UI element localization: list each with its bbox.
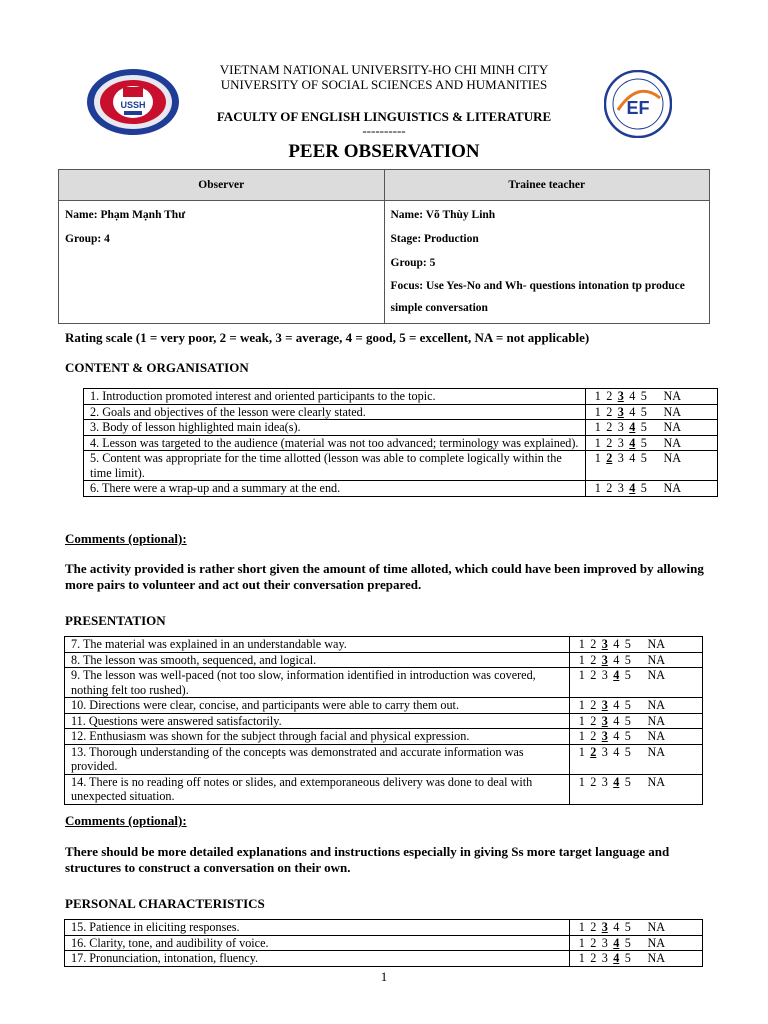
- trainee-group: Group: 5: [390, 257, 436, 269]
- table-row: [65, 652, 703, 668]
- observer-trainee-table: [58, 169, 710, 324]
- criterion-text: 7. The material was explained in an understandable way.: [65, 637, 570, 653]
- rating-scale-cell: [586, 389, 718, 405]
- criterion-text: 17. Pronunciation, intonation, fluency.: [65, 951, 570, 967]
- selected-rating: 3: [601, 729, 608, 743]
- rating-option: 5: [624, 920, 631, 934]
- rating-option: 1: [578, 637, 585, 651]
- rating-option: 5: [640, 389, 647, 403]
- comment-2-text: There should be more detailed explanations and instructions especially in giving Ss more target language and structures to construct a conversation on their own.: [65, 844, 670, 875]
- rating-scale-cell: [570, 920, 703, 936]
- rating-option: 4: [613, 652, 620, 667]
- criterion-text: 6. There were a wrap-up and a summary at the end.: [84, 481, 586, 497]
- rating-scale-cell: [570, 652, 703, 668]
- criterion-text: 4. Lesson was targeted to the audience (material was not too advanced; terminology was explained).: [84, 435, 586, 451]
- table-row: [84, 451, 718, 481]
- selected-rating: 3: [601, 698, 608, 712]
- content-items-table: [83, 388, 718, 497]
- table-row: [65, 637, 703, 653]
- selected-rating: 3: [617, 404, 624, 419]
- rating-option: 4: [613, 920, 620, 934]
- rating-na: NA: [663, 389, 682, 403]
- rating-scale-cell: [570, 713, 703, 729]
- rating-scale-cell: [586, 404, 718, 420]
- trainee-stage: Stage: Production: [390, 233, 479, 245]
- selected-rating: 3: [601, 920, 608, 934]
- selected-rating: 4: [629, 435, 636, 450]
- rating-option: 5: [624, 637, 631, 651]
- rating-scale-cell: [570, 774, 703, 804]
- rating-na: NA: [647, 698, 666, 712]
- rating-na: NA: [663, 481, 682, 495]
- criterion-text: 3. Body of lesson highlighted main idea(s).: [84, 420, 586, 436]
- rating-option: 3: [601, 774, 608, 789]
- comments-label-1: Comments (optional):: [65, 531, 187, 546]
- rating-option: 2: [590, 951, 597, 965]
- rating-option: 1: [578, 698, 585, 712]
- table-row: [84, 420, 718, 436]
- criterion-text: 1. Introduction promoted interest and oriented participants to the topic.: [84, 389, 586, 405]
- rating-na: NA: [647, 920, 666, 934]
- rating-option: 2: [606, 435, 613, 450]
- rating-option: 1: [578, 774, 585, 789]
- observer-group: Group: 4: [65, 233, 110, 245]
- ef-logo-text: EF: [626, 98, 650, 118]
- trainee-focus: Focus: Use Yes-No and Wh- questions intonation tp produce simple conversation: [390, 280, 685, 314]
- rating-option: 1: [594, 404, 601, 419]
- rating-na: NA: [647, 652, 666, 667]
- rating-option: 4: [613, 744, 620, 759]
- table-row: [65, 920, 703, 936]
- rating-option: 1: [578, 744, 585, 759]
- rating-option: 5: [624, 652, 631, 667]
- rating-option: 2: [590, 652, 597, 667]
- comments-label-2: Comments (optional):: [65, 813, 187, 828]
- rating-scale-cell: [570, 744, 703, 774]
- criterion-text: 15. Patience in eliciting responses.: [65, 920, 570, 936]
- selected-rating: 3: [617, 389, 624, 403]
- rating-scale-cell: [570, 637, 703, 653]
- observer-cell: [59, 201, 385, 324]
- selected-rating: 3: [601, 637, 608, 651]
- rating-na: NA: [663, 420, 682, 434]
- criterion-text: 2. Goals and objectives of the lesson were clearly stated.: [84, 404, 586, 420]
- rating-na: NA: [663, 451, 682, 465]
- rating-option: 3: [601, 951, 608, 965]
- rating-option: 4: [629, 389, 636, 403]
- rating-na: NA: [647, 668, 666, 682]
- criterion-text: 12. Enthusiasm was shown for the subject through facial and physical expression.: [65, 729, 570, 745]
- rating-option: 3: [617, 435, 624, 450]
- section-personal-title: PERSONAL CHARACTERISTICS: [65, 896, 265, 911]
- criterion-text: 9. The lesson was well-paced (not too slow, information identified in introduction was covered, nothing felt too rushed).: [65, 668, 570, 698]
- rating-option: 5: [624, 744, 631, 759]
- rating-option: 2: [590, 698, 597, 712]
- rating-option: 1: [594, 435, 601, 450]
- table-row: [65, 774, 703, 804]
- selected-rating: 4: [613, 774, 620, 789]
- rating-option: 4: [613, 698, 620, 712]
- rating-option: 1: [594, 451, 601, 465]
- rating-option: 5: [640, 451, 647, 465]
- selected-rating: 4: [629, 481, 636, 495]
- rating-option: 4: [613, 713, 620, 728]
- rating-option: 2: [590, 920, 597, 934]
- personal-items-table: [64, 919, 703, 967]
- rating-option: 1: [578, 951, 585, 965]
- rating-scale-cell: [570, 729, 703, 745]
- rating-option: 2: [606, 420, 613, 434]
- rating-option: 5: [624, 774, 631, 789]
- selected-rating: 2: [590, 744, 597, 759]
- criterion-text: 11. Questions were answered satisfactorily.: [65, 713, 570, 729]
- rating-option: 1: [594, 420, 601, 434]
- selected-rating: 4: [613, 951, 620, 965]
- presentation-items-table: [64, 636, 703, 805]
- selected-rating: 3: [601, 652, 608, 667]
- rating-option: 1: [578, 935, 585, 950]
- ussh-logo-text: USSH: [120, 100, 146, 110]
- selected-rating: 2: [606, 451, 613, 465]
- rating-option: 2: [590, 637, 597, 651]
- rating-option: 3: [601, 935, 608, 950]
- rating-option: 4: [613, 729, 620, 743]
- rating-option: 1: [578, 652, 585, 667]
- university-name: VIETNAM NATIONAL UNIVERSITY-HO CHI MINH CITY: [219, 62, 549, 77]
- rating-option: 2: [590, 774, 597, 789]
- rating-option: 2: [590, 713, 597, 728]
- table-row: [65, 668, 703, 698]
- ef-logo: [604, 70, 672, 143]
- rating-option: 5: [640, 435, 647, 450]
- rating-option: 2: [590, 729, 597, 743]
- rating-option: 5: [624, 698, 631, 712]
- rating-option: 1: [594, 389, 601, 403]
- selected-rating: 3: [601, 713, 608, 728]
- rating-option: 5: [624, 729, 631, 743]
- trainee-cell: [384, 201, 710, 324]
- rating-option: 2: [606, 404, 613, 419]
- rating-scale-cell: [570, 668, 703, 698]
- criterion-text: 14. There is no reading off notes or slides, and extemporaneous delivery was done to deal with unexpected situation.: [65, 774, 570, 804]
- criterion-text: 13. Thorough understanding of the concepts was demonstrated and accurate information was provided.: [65, 744, 570, 774]
- rating-scale-cell: [586, 451, 718, 481]
- faculty-name: FACULTY OF ENGLISH LINGUISTICS & LITERATURE: [216, 109, 552, 124]
- rating-na: NA: [647, 744, 666, 759]
- comment-1-text: The activity provided is rather short given the amount of time alloted, which could have been improved by allowing more pairs to volunteer and act out their conversation prepared.: [65, 561, 704, 592]
- rating-option: 5: [640, 420, 647, 434]
- rating-option: 3: [601, 744, 608, 759]
- rating-option: 1: [578, 729, 585, 743]
- rating-option: 1: [594, 481, 601, 495]
- table-row: [65, 729, 703, 745]
- criterion-text: 16. Clarity, tone, and audibility of voice.: [65, 935, 570, 951]
- rating-option: 2: [606, 481, 613, 495]
- rating-na: NA: [647, 774, 666, 789]
- table-row: [65, 935, 703, 951]
- header-separator: ----------: [362, 123, 406, 138]
- trainee-name: Name: Võ Thùy Linh: [390, 209, 496, 221]
- observer-header: Observer: [59, 170, 385, 201]
- rating-scale-cell: [586, 420, 718, 436]
- rating-na: NA: [663, 435, 682, 450]
- page-title: PEER OBSERVATION: [288, 141, 480, 162]
- table-row: [84, 404, 718, 420]
- criterion-text: 5. Content was appropriate for the time allotted (lesson was able to complete logically within the time limit).: [84, 451, 586, 481]
- rating-na: NA: [647, 935, 666, 950]
- section-presentation-title: PRESENTATION: [65, 613, 166, 628]
- rating-na: NA: [647, 729, 666, 743]
- rating-scale-cell: [570, 698, 703, 714]
- table-row: [65, 698, 703, 714]
- rating-option: 3: [601, 668, 608, 682]
- rating-scale: Rating scale (1 = very poor, 2 = weak, 3 = average, 4 = good, 5 = excellent, NA = not applicable): [65, 330, 590, 345]
- rating-scale-cell: [586, 481, 718, 497]
- rating-option: 5: [624, 935, 631, 950]
- rating-scale-cell: [586, 435, 718, 451]
- rating-option: 5: [640, 404, 647, 419]
- page-number: 1: [380, 969, 388, 984]
- rating-option: 5: [624, 951, 631, 965]
- table-row: [65, 744, 703, 774]
- rating-option: 3: [617, 481, 624, 495]
- rating-na: NA: [663, 404, 682, 419]
- rating-option: 2: [590, 668, 597, 682]
- table-row: [84, 435, 718, 451]
- rating-option: 2: [606, 389, 613, 403]
- rating-scale-cell: [570, 935, 703, 951]
- ussh-logo: [86, 68, 180, 141]
- rating-option: 5: [640, 481, 647, 495]
- rating-na: NA: [647, 637, 666, 651]
- selected-rating: 4: [613, 668, 620, 682]
- rating-option: 3: [617, 451, 624, 465]
- selected-rating: 4: [613, 935, 620, 950]
- rating-option: 1: [578, 668, 585, 682]
- rating-na: NA: [647, 951, 666, 965]
- trainee-header: Trainee teacher: [384, 170, 710, 201]
- rating-option: 2: [590, 935, 597, 950]
- rating-scale-cell: [570, 951, 703, 967]
- table-row: [84, 389, 718, 405]
- table-row: [65, 951, 703, 967]
- table-row: [84, 481, 718, 497]
- rating-option: 4: [629, 451, 636, 465]
- observer-name: Name: Phạm Mạnh Thư: [65, 209, 186, 221]
- criterion-text: 8. The lesson was smooth, sequenced, and logical.: [65, 652, 570, 668]
- rating-na: NA: [647, 713, 666, 728]
- rating-option: 4: [613, 637, 620, 651]
- rating-option: 1: [578, 920, 585, 934]
- selected-rating: 4: [629, 420, 636, 434]
- criterion-text: 10. Directions were clear, concise, and participants were able to carry them out.: [65, 698, 570, 714]
- rating-option: 5: [624, 713, 631, 728]
- rating-option: 4: [629, 404, 636, 419]
- table-row: [65, 713, 703, 729]
- rating-option: 3: [617, 420, 624, 434]
- section-content-title: CONTENT & ORGANISATION: [65, 360, 249, 375]
- rating-option: 5: [624, 668, 631, 682]
- university-subname: UNIVERSITY OF SOCIAL SCIENCES AND HUMANITIES: [220, 77, 548, 92]
- rating-option: 1: [578, 713, 585, 728]
